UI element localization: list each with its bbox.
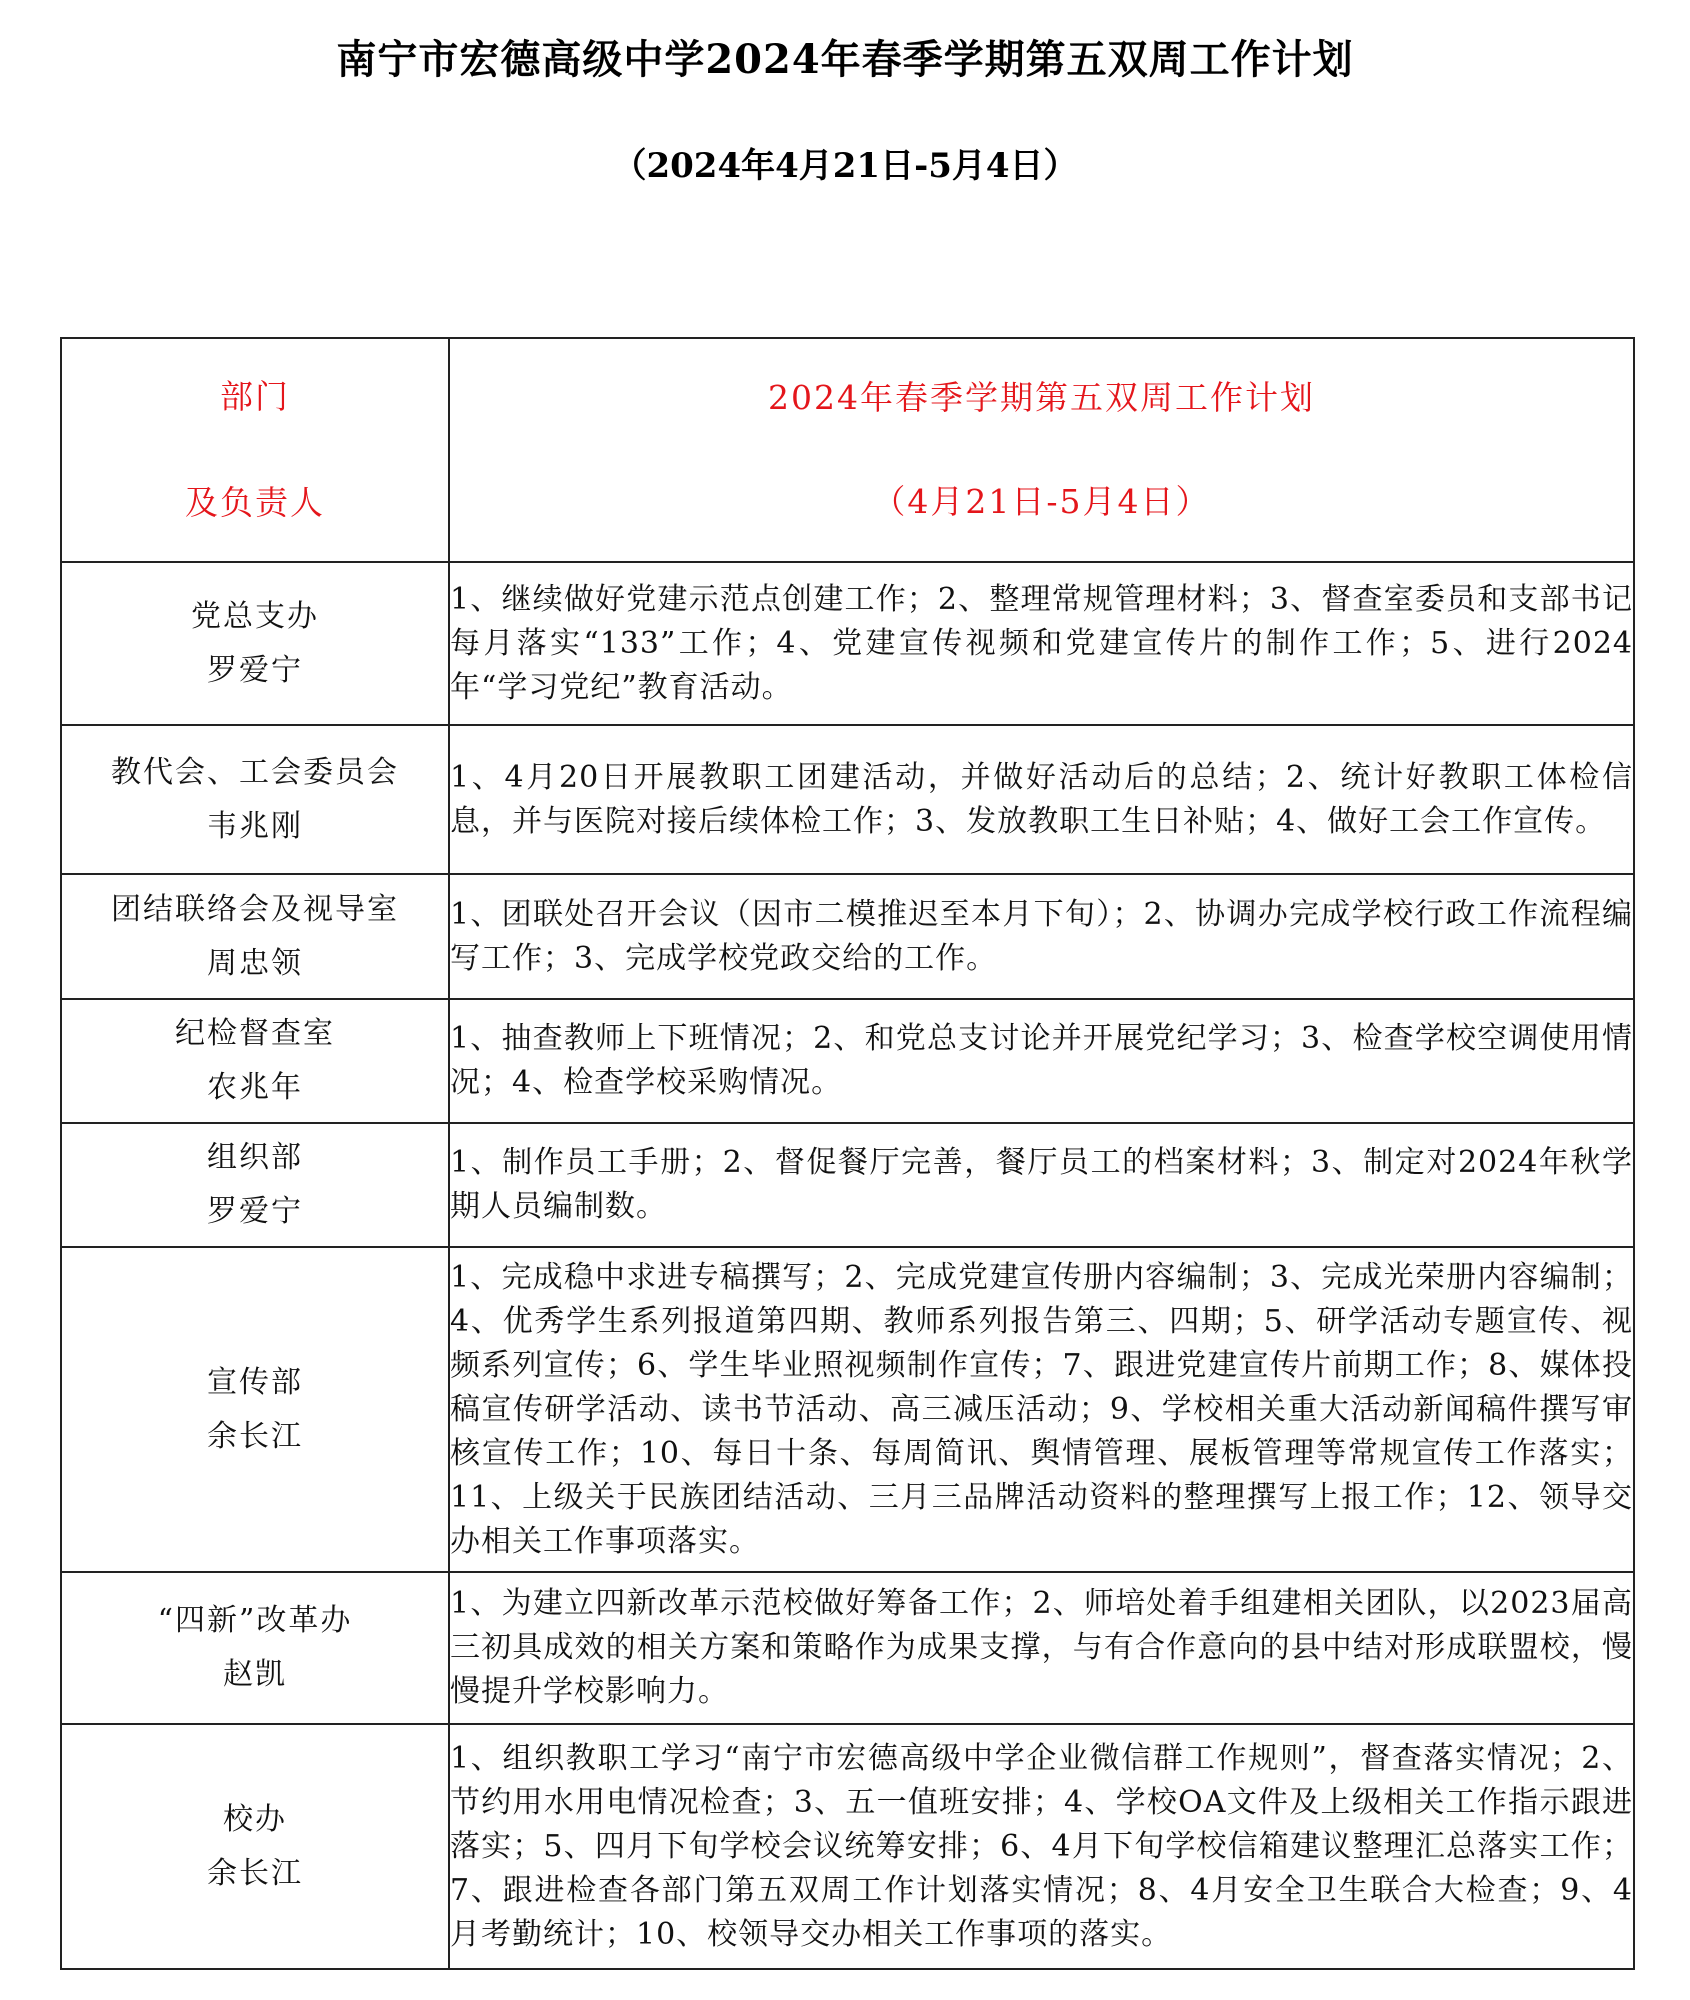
department-name: 纪检督查室: [175, 1016, 335, 1051]
department-name: 党总支办: [191, 598, 319, 634]
department-person: 罗爱宁: [207, 652, 303, 688]
work-plan-table: [60, 337, 1635, 1970]
department-cell: [61, 725, 449, 874]
table-header-row: [61, 338, 1634, 562]
department-cell: [61, 999, 449, 1123]
table-row: [61, 1724, 1634, 1969]
plan-cell: 1、抽查教师上下班情况；2、和党总支讨论并开展党纪学习；3、检查学校空调使用情况；4、检查学校采购情况。: [449, 999, 1634, 1123]
plan-cell: 1、4月20日开展教职工团建活动，并做好活动后的总结；2、统计好教职工体检信息，并与医院对接后续体检工作；3、发放教职工生日补贴；4、做好工会工作宣传。: [449, 725, 1634, 874]
plan-cell: 1、组织教职工学习“南宁市宏德高级中学企业微信群工作规则”，督查落实情况；2、节约用水用电情况检查；3、五一值班安排；4、学校OA文件及上级相关工作指示跟进落实；5、四月下旬学校会议统筹安排；6、4月下旬学校信箱建议整理汇总落实工作；7、跟进检查各部门第五双周工作计划落实情况；8、4月安全卫生联合大检查；9、4月考勤统计；10、校领导交办相关工作事项的落实。: [449, 1724, 1634, 1969]
department-cell: [61, 1572, 449, 1724]
header-department-line1: 部门: [220, 377, 290, 416]
document-title: 南宁市宏德高级中学2024年春季学期第五双周工作计划: [336, 36, 1354, 83]
plan-cell: 1、团联处召开会议（因市二模推迟至本月下旬）；2、协调办完成学校行政工作流程编写工作；3、完成学校党政交给的工作。: [449, 874, 1634, 999]
table-row: [61, 725, 1634, 874]
header-plan-line1: 2024年春季学期第五双周工作计划: [768, 378, 1315, 417]
department-cell: [61, 1247, 449, 1572]
department-person: 余长江: [207, 1418, 303, 1454]
department-cell: [61, 1724, 449, 1969]
department-person: 农兆年: [207, 1070, 303, 1105]
plan-cell: 1、制作员工手册；2、督促餐厅完善，餐厅员工的档案材料；3、制定对2024年秋学期人员编制数。: [449, 1123, 1634, 1247]
department-person: 余长江: [207, 1855, 303, 1891]
department-name: 教代会、工会委员会: [111, 754, 399, 790]
department-cell: [61, 562, 449, 725]
department-name: 组织部: [207, 1140, 303, 1175]
table-row: [61, 1123, 1634, 1247]
table-row: [61, 562, 1634, 725]
header-plan-line2: （4月21日-5月4日）: [872, 482, 1211, 521]
department-person: 罗爱宁: [207, 1194, 303, 1229]
table-row: [61, 999, 1634, 1123]
header-department: [61, 338, 449, 562]
header-plan: [449, 338, 1634, 562]
plan-cell: 1、继续做好党建示范点创建工作；2、整理常规管理材料；3、督查室委员和支部书记每月落实“133”工作；4、党建宣传视频和党建宣传片的制作工作；5、进行2024年“学习党纪”教育活动。: [449, 562, 1634, 725]
document-date-range: （2024年4月21日-5月4日）: [612, 146, 1078, 186]
plan-cell: 1、为建立四新改革示范校做好筹备工作；2、师培处着手组建相关团队，以2023届高三初具成效的相关方案和策略作为成果支撑，与有合作意向的县中结对形成联盟校，慢慢提升学校影响力。: [449, 1572, 1634, 1724]
table-row: [61, 874, 1634, 999]
department-person: 韦兆刚: [207, 808, 303, 844]
department-name: 团结联络会及视导室: [111, 891, 399, 927]
department-name: 宣传部: [207, 1364, 303, 1400]
table-row: [61, 1572, 1634, 1724]
department-cell: [61, 874, 449, 999]
table-row: [61, 1247, 1634, 1572]
department-name: “四新”改革办: [157, 1603, 353, 1638]
department-name: 校办: [223, 1801, 287, 1837]
plan-cell: 1、完成稳中求进专稿撰写；2、完成党建宣传册内容编制；3、完成光荣册内容编制；4、优秀学生系列报道第四期、教师系列报告第三、四期；5、研学活动专题宣传、视频系列宣传；6、学生毕业照视频制作宣传；7、跟进党建宣传片前期工作；8、媒体投稿宣传研学活动、读书节活动、高三减压活动；9、学校相关重大活动新闻稿件撰写审核宣传工作；10、每日十条、每周简讯、舆情管理、展板管理等常规宣传工作落实；11、上级关于民族团结活动、三月三品牌活动资料的整理撰写上报工作；12、领导交办相关工作事项落实。: [449, 1247, 1634, 1572]
department-cell: [61, 1123, 449, 1247]
header-department-line2: 及负责人: [185, 483, 325, 522]
department-person: 周忠领: [207, 945, 303, 981]
department-person: 赵凯: [223, 1657, 287, 1692]
